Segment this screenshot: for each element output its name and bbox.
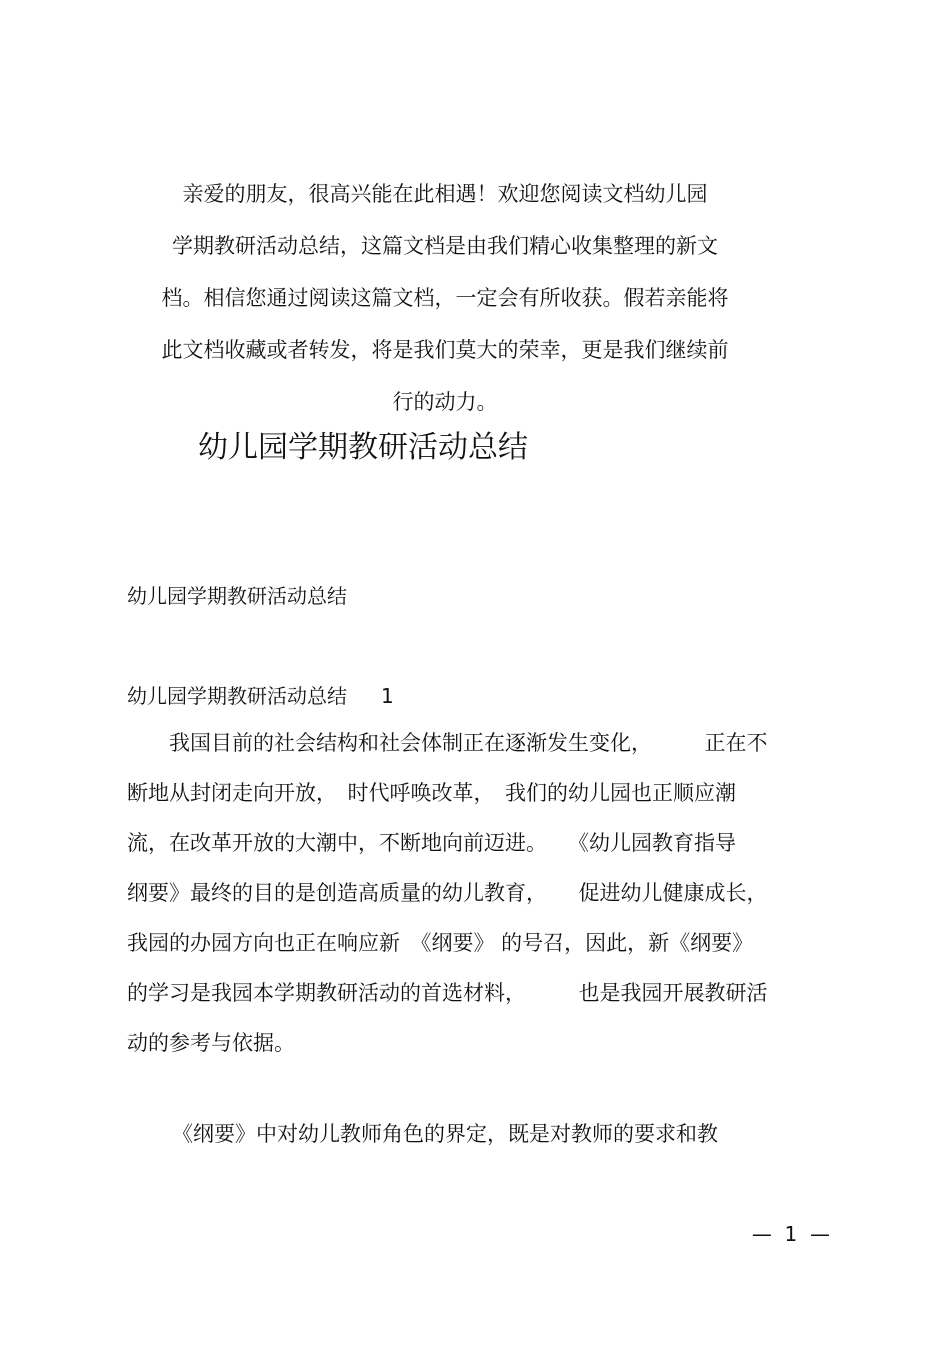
body-line: 我国目前的社会结构和社会体制正在逐渐发生变化， 正在不 bbox=[127, 731, 768, 755]
second-paragraph: 《纲要》中对幼儿教师角色的界定，既是对教师的要求和教 bbox=[172, 1122, 718, 1146]
body-line: 的学习是我园本学期教研活动的首选材料， 也是我园开展教研活 bbox=[127, 981, 768, 1005]
page-number: — 1 — bbox=[751, 1222, 830, 1246]
intro-line: 学期教研活动总结，这篇文档是由我们精心收集整理的新文 bbox=[172, 234, 718, 258]
subheading-number: 1 bbox=[381, 684, 394, 708]
body-line: 断地从封闭走向开放， 时代呼唤改革， 我们的幼儿园也正顺应潮 bbox=[127, 781, 736, 805]
body-line: 动的参考与依据。 bbox=[127, 1031, 295, 1055]
intro-line: 亲爱的朋友，很高兴能在此相遇！欢迎您阅读文档幼儿园 bbox=[182, 182, 708, 206]
section-subheading bbox=[127, 680, 394, 709]
body-line: 流，在改革开放的大潮中，不断地向前迈进。 《幼儿园教育指导 bbox=[127, 831, 736, 855]
intro-line: 行的动力。 bbox=[392, 390, 498, 414]
intro-paragraph bbox=[130, 168, 760, 428]
subheading-text: 幼儿园学期教研活动总结 bbox=[127, 684, 347, 708]
body-line: 我园的办园方向也正在响应新 《纲要》 的号召，因此，新《纲要》 bbox=[127, 931, 754, 955]
document-title: 幼儿园学期教研活动总结 bbox=[198, 430, 528, 465]
body-line: 纲要》最终的目的是创造高质量的幼儿教育， 促进幼儿健康成长， bbox=[127, 881, 768, 905]
intro-line: 此文档收藏或者转发，将是我们莫大的荣幸，更是我们继续前 bbox=[161, 338, 729, 362]
intro-line: 档。相信您通过阅读这篇文档，一定会有所收获。假若亲能将 bbox=[161, 286, 729, 310]
section-heading: 幼儿园学期教研活动总结 bbox=[127, 584, 347, 608]
body-paragraph bbox=[127, 718, 827, 1068]
